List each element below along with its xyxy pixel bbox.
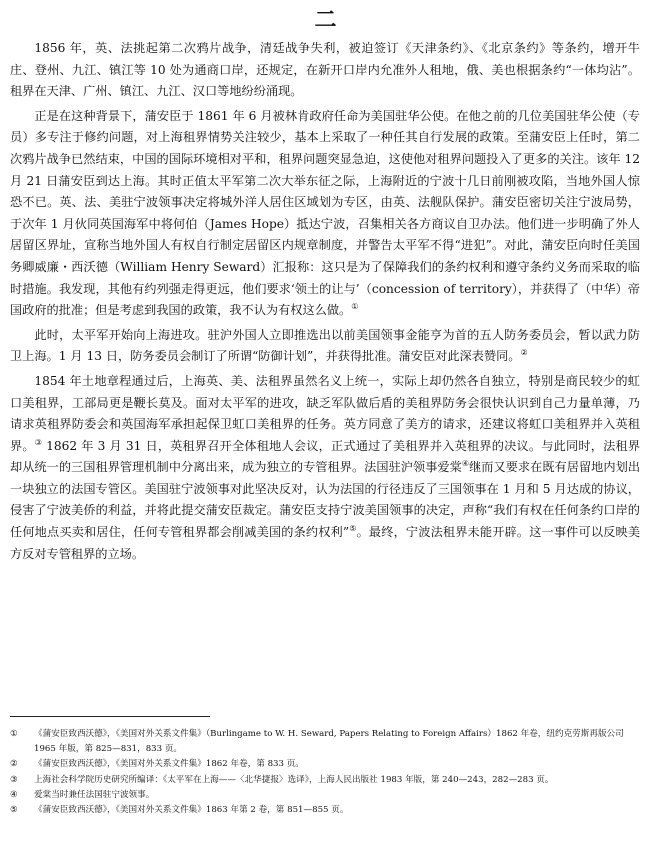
footnote-text: 《蒲安臣致西沃德》，《美国对外关系文件集》1863 年第 2 卷，第 851—855 页。 [34, 805, 349, 816]
paragraph [10, 38, 640, 103]
footnotes [10, 727, 640, 818]
footnote-text: 《蒲安臣致西沃德》，《美国对外关系文件集》（Burlingame to W. H. Seward, Papers Relating to Foreign Affairs）1862 年卷，纽约克劳斯再版公司 1965 年版，第 825—831，833 页。 [34, 729, 624, 755]
paragraph [10, 106, 640, 322]
footnote-number: ① [10, 729, 18, 739]
paragraph-text: 继而又要求在既有居留地内划出一块独立的法国专管区。美国驻宁波领事对此坚决反对，认为法国的行径违反了三国领事在 1 月和 5 月达成的协议，侵害了宁波美侨的利益，并将此提交蒲安臣裁定。蒲安臣支持宁波美国领事的决定，声称“我们有权在任何条约口岸的任何地点买卖和居住，任何专管租界都会削减美国的条约权利” [10, 460, 641, 540]
footnote [10, 788, 640, 803]
footnote-text: 爱棠当时兼任法国驻宁波领事。 [34, 789, 155, 800]
footnote-text: 上海社会科学院历史研究所编译：《太平军在上海——〈北华捷报〉选译》，上海人民出版社 1983 年版，第 240—243，282—283 页。 [34, 774, 554, 785]
footnote-marker[interactable]: ⑤ [349, 524, 357, 533]
footnote-divider [10, 716, 210, 717]
footnote [10, 727, 640, 757]
paragraph [10, 325, 640, 368]
footnote-text: 《蒲安臣致西沃德》，《美国对外关系文件集》1862 年卷，第 833 页。 [34, 759, 304, 770]
footnote-number: ⑤ [10, 805, 18, 816]
paragraph-text: 1854 年土地章程通过后，上海英、美、法租界虽然名义上统一，实际上却仍然各自独立，特别是商民较少的虹口美租界，工部局更是鞭长莫及。面对太平军的进攻，缺乏军队做后盾的美租界防务会很快认识到自己力量单薄，乃请求英租界防委会和英国海军承担起保卫虹口美租界的任务。英方同意了美方的请求，还建议将虹口美租界并入英租界。 [10, 373, 640, 453]
footnote [10, 803, 640, 818]
paragraph-text: 正是在这种背景下，蒲安臣于 1861 年 6 月被林肯政府任命为美国驻华公使。在他之前的几位美国驻华公使（专员）多专注于修约问题，对上海租界情势关注较少，基本上采取了一种任其自行发展的政策。至蒲安臣上任时，第二次鸦片战争已然结束，中国的国际环境相对平和，租界问题突显急迫，这使他对租界问题投入了更多的关注。该年 12 月 21 日蒲安臣到达上海。其时正值太平军第二次大举东征之际，上海附近的宁波十几日前刚被攻陷，当地外国人惊恐不已。英、法、美驻宁波领事决定将城外洋人居住区域划为专区，由英、法舰队保护。蒲安臣密切关注宁波局势，于次年 1 月伙同英国海军中将何伯（James Hope）抵达宁波，召集相关各方商议自卫办法。他们进一步明确了外人居留区界址，宣称当地外国人有权自行制定居留区内规章制度，并警告太平军不得“进犯”。对此，蒲安臣向时任美国务卿威廉・西沃德（William Henry Seward）汇报称：这只是为了保障我们的条约权利和遵守条约义务而采取的临时措施。我发现，其他有约列强走得更远，他们要求‘领土的让与’（concession of territory），并获得了（中华）帝国政府的批准；但是考虑到我国的政策，我不认为有权这么做。 [10, 108, 640, 318]
section-heading: 二 [314, 7, 339, 33]
body-text [10, 38, 640, 568]
footnote-number: ④ [10, 789, 18, 800]
footnote-number: ② [10, 759, 18, 770]
paragraph-text: 。最终，宁波法租界未能开辟。这一事件可以反映美方反对专管租界的立场。 [10, 525, 641, 561]
footnote [10, 757, 640, 772]
paragraph-text: 此时，太平军开始向上海进攻。驻沪外国人立即推选出以前美国领事金能亨为首的五人防务委员会，暂以武力防卫上海。1 月 13 日，防务委员会制订了所谓“防御计划”，并获得批准。蒲安臣对此深表赞同。 [10, 327, 640, 364]
footnote-marker[interactable]: ① [351, 302, 359, 312]
paragraph-text: 1862 年 3 月 31 日，英租界召开全体租地人会议，正式通过了美租界并入英租界的决议。与此同时，法租界却从统一的三国租界管理机制中分离出来，成为独立的专管租界。法国驻沪领事爱棠 [10, 438, 641, 475]
footnote-marker[interactable]: ② [520, 348, 528, 358]
footnote-marker[interactable]: ④ [461, 459, 470, 469]
paragraph [10, 371, 640, 565]
footnote-marker[interactable]: ③ [34, 437, 43, 447]
footnote [10, 773, 640, 788]
footnote-number: ③ [10, 774, 18, 785]
paragraph-text: 1856 年，英、法挑起第二次鸦片战争，清廷战争失利，被迫签订《天津条约》、《北京条约》等条约，增开牛庄、登州、九江、镇江等 10 处为通商口岸，还规定，在新开口岸内允准外人租地，俄、美也根据条约“一体均沾”。租界在天津、广州、镇江、九江、汉口等地纷纷涌现。 [10, 41, 640, 99]
